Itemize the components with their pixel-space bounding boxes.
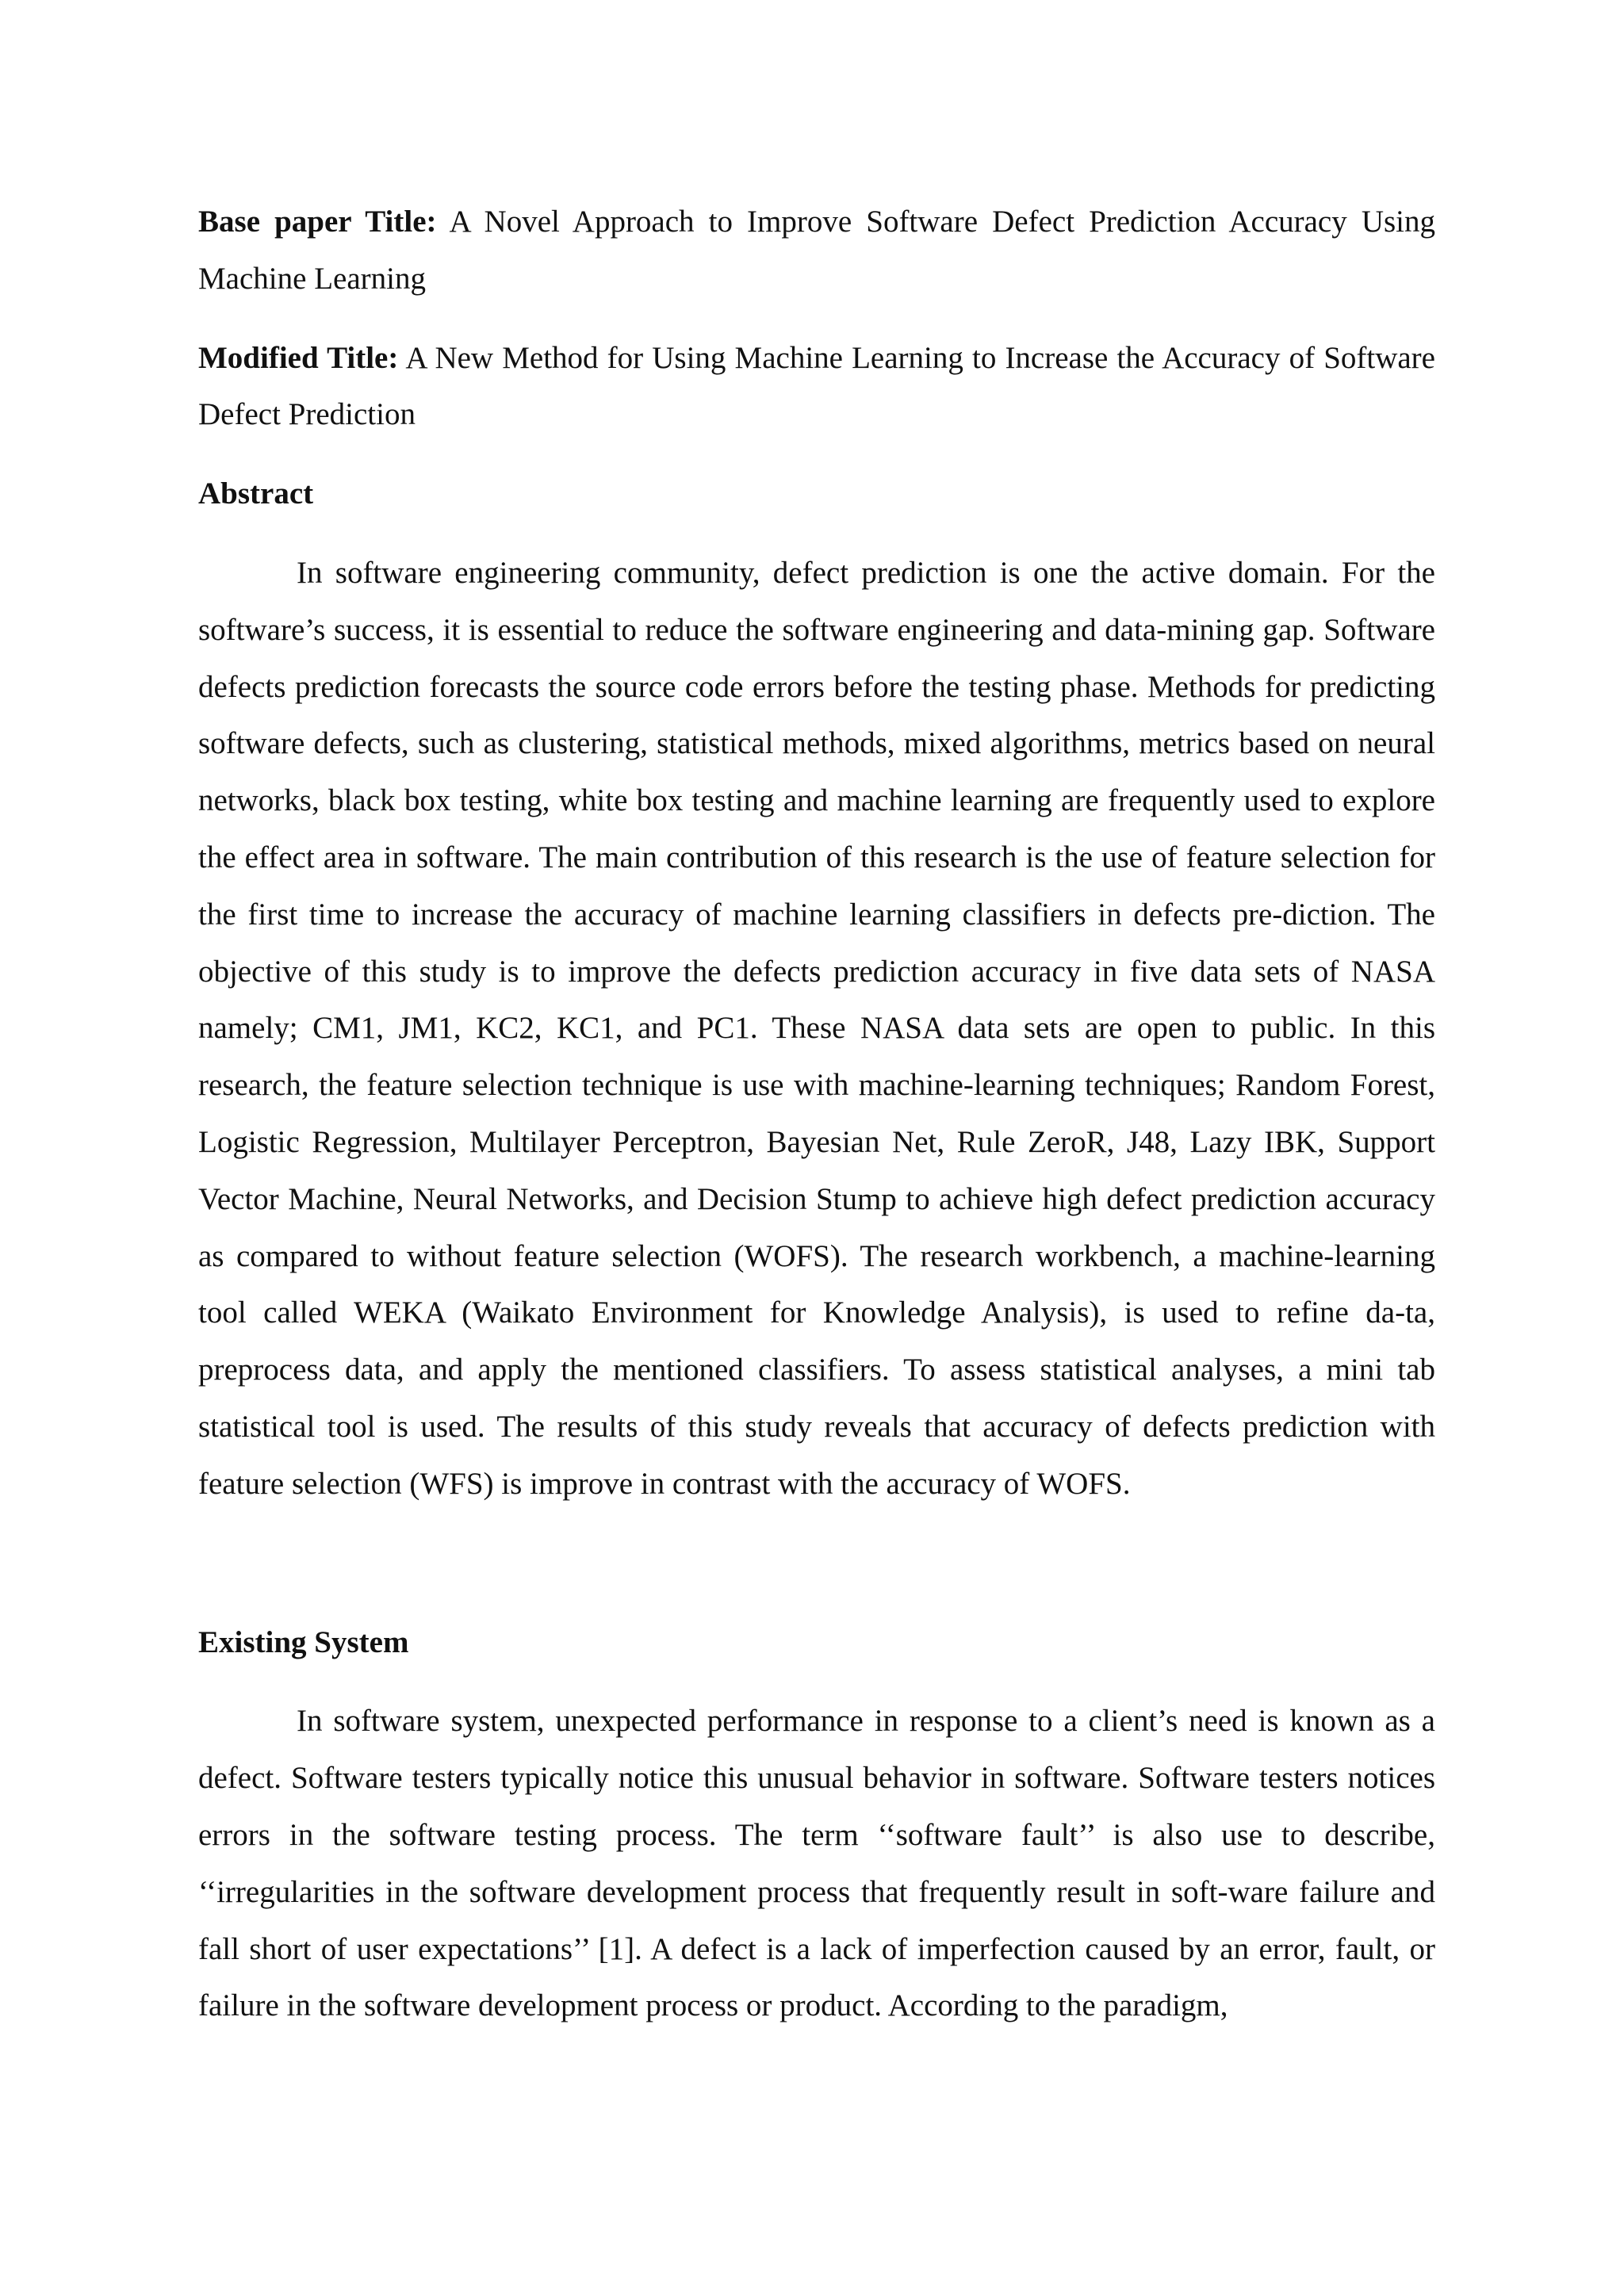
modified-title-label: Modified Title: [198, 340, 399, 375]
base-paper-title [198, 193, 1435, 308]
modified-title-text: A New Method for Using Machine Learning to Increase the Accuracy of Software Defect Prediction [198, 340, 1435, 432]
abstract-body: In software engineering community, defect prediction is one the active domain. For the software’s success, it is essential to reduce the software engineering and data-mining gap. Software defects prediction forecasts the source code errors before the testing phase. Methods for predicting software defects, such as clustering, statistical methods, mixed algorithms, metrics based on neural networks, black box testing, white box testing and machine learning are frequently used to explore the effect area in software. The main contribution of this research is the use of feature selection for the first time to increase the accuracy of machine learning classifiers in defects pre-diction. The objective of this study is to improve the defects prediction accuracy in five data sets of NASA namely; CM1, JM1, KC2, KC1, and PC1. These NASA data sets are open to public. In this research, the feature selection technique is use with machine-learning techniques; Random Forest, Logistic Regression, Multilayer Perceptron, Bayesian Net, Rule ZeroR, J48, Lazy IBK, Support Vector Machine, Neural Networks, and Decision Stump to achieve high defect prediction accuracy as compared to without feature selection (WOFS). The research workbench, a machine-learning tool called WEKA (Waikato Environment for Knowledge Analysis), is used to refine da-ta, preprocess data, and apply the mentioned classifiers. To assess statistical analyses, a mini tab statistical tool is used. The results of this study reveals that accuracy of defects prediction with feature selection (WFS) is improve in contrast with the accuracy of WOFS. [198, 555, 1435, 1501]
abstract-heading: Abstract [198, 476, 314, 511]
document-page [198, 193, 1435, 2034]
existing-system-heading: Existing System [198, 1624, 409, 1659]
existing-system-body: In software system, unexpected performance in response to a client’s need is known as a defect. Software testers typically notice this unusual behavior in software. Software testers notices errors in the software testing process. The term ‘‘software fault’’ is also use to describe, ‘‘irregularities in the software development process that frequently result in soft-ware failure and fall short of user expectations’’ [1]. A defect is a lack of imperfection caused by an error, fault, or failure in the software development process or product. According to the paradigm, [198, 1704, 1435, 2023]
base-paper-title-text: A Novel Approach to Improve Software Defect Prediction Accuracy Using Machine Learning [198, 205, 1435, 296]
base-paper-title-label: Base paper Title: [198, 205, 437, 239]
modified-title [198, 330, 1435, 444]
